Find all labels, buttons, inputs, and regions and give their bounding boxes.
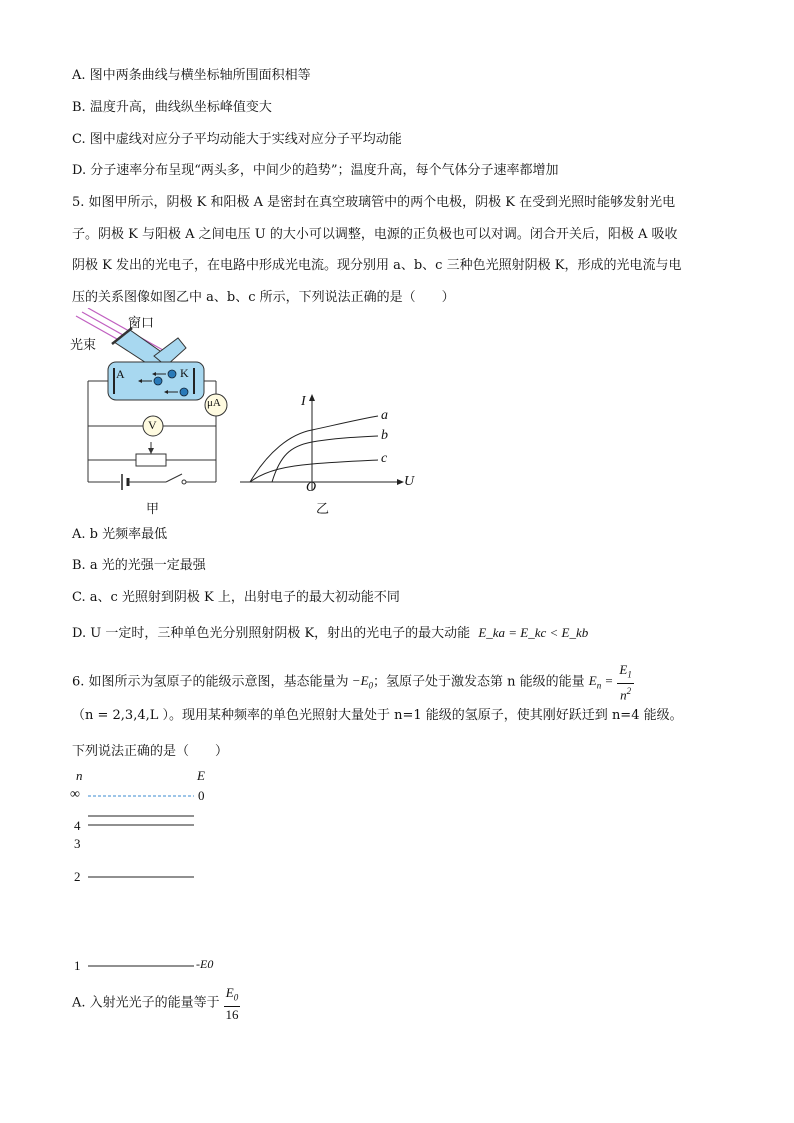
level-1-label: 1 — [74, 958, 81, 973]
q4-option-b: B. 温度升高，曲线纵坐标峰值变大 — [72, 100, 272, 115]
level-infinity-label: ∞ — [70, 787, 80, 802]
x-axis-label: U — [404, 474, 415, 489]
level-zero-label: 0 — [198, 788, 205, 803]
q5-stem-line-1: 5. 如图甲所示，阴极 K 和阳极 A 是密封在真空玻璃管中的两个电极，阴极 K 在受到光照时能够发射光电 — [72, 195, 676, 210]
q6-option-a-text: A. 入射光光子的能量等于 — [72, 995, 220, 1011]
q6-stem-line-2: （n = 2,3,4,L ）。现用某种频率的单色光照射大量处于 n=1 能级的氢原子，使其刚好跃迁到 n=4 能级。 — [72, 708, 683, 723]
q6-stem-text-1b: ；氢原子处于激发态第 n 能级的能量 — [373, 674, 585, 690]
q5-stem-line-2: 子。阴极 K 与阳极 A 之间电压 U 的大小可以调整，电源的正负极也可以对调。闭合开关后，阳极 A 吸收 — [72, 227, 678, 242]
q5-option-c: C. a、c 光照射到阴极 K 上，出射电子的最大初动能不同 — [72, 590, 400, 605]
q5-option-a: A. b 光频率最低 — [72, 527, 168, 542]
curve-b — [272, 436, 378, 482]
q5-stem-line-4: 压的关系图像如图乙中 a、b、c 所示，下列说法正确的是（ ） — [72, 290, 455, 305]
q4-option-a: A. 图中两条曲线与横坐标轴所围面积相等 — [72, 68, 311, 83]
energy-formula-lhs: $E_n$ = — [588, 673, 614, 692]
q4-option-d: D. 分子速率分布呈现“两头多，中间少的趋势”；温度升高，每个气体分子速率都增加 — [72, 163, 559, 178]
figure-jia-caption: 甲 — [146, 502, 160, 517]
q6-stem-line-1 — [72, 662, 634, 702]
q6-stem-text-1: 6. 如图所示为氢原子的能级示意图，基态能量为 — [72, 674, 349, 690]
q5-option-d-text: D. U 一定时，三种单色光分别照射阴极 K，射出的光电子的最大动能 — [72, 626, 471, 641]
cathode-label: K — [180, 366, 189, 380]
ground-energy-symbol: $-E_0$ — [348, 673, 374, 692]
curve-c — [250, 460, 378, 482]
q5-stem-line-3: 阴极 K 发出的光电子，在电路中形成光电流。现分别用 a、b、c 三种色光照射阴极 K，形成的光电流与电 — [72, 258, 682, 273]
q5-option-d-formula: E_ka = E_kc < E_kb — [478, 625, 589, 640]
curve-a-label: a — [381, 408, 388, 423]
light-beam-label: 光束 — [70, 338, 97, 353]
figure-yi-graph — [240, 392, 420, 492]
level-2-label: 2 — [74, 869, 81, 884]
origin-label: O — [306, 480, 317, 495]
level-4-label: 4 — [74, 818, 81, 833]
q5-option-b: B. a 光的光强一定最强 — [72, 558, 206, 573]
curve-b-label: b — [381, 428, 388, 443]
microammeter-label: μA — [207, 397, 221, 409]
ground-energy-label: -E0 — [196, 957, 214, 971]
energy-level-diagram — [86, 780, 206, 970]
voltmeter-label: V — [148, 418, 157, 432]
q6-option-a-fraction: $\frac{E_0}{16}$ — [225, 985, 239, 1022]
curve-c-label: c — [381, 451, 388, 466]
window-label: 窗口 — [128, 316, 155, 331]
figure-yi-caption: 乙 — [316, 502, 330, 517]
anode-label: A — [116, 367, 125, 381]
e-axis-label: E — [197, 768, 205, 783]
q4-option-c: C. 图中虚线对应分子平均动能大于实线对应分子平均动能 — [72, 132, 402, 147]
n-axis-label: n — [76, 768, 83, 783]
q6-option-a — [72, 985, 240, 1022]
energy-formula-fraction: $\frac{E_1}{n^2}$ — [619, 662, 632, 702]
level-3-label: 3 — [74, 836, 81, 851]
y-axis-label: I — [301, 394, 306, 409]
q6-stem-line-3: 下列说法正确的是（ ） — [72, 744, 229, 759]
q5-option-d — [72, 623, 588, 644]
